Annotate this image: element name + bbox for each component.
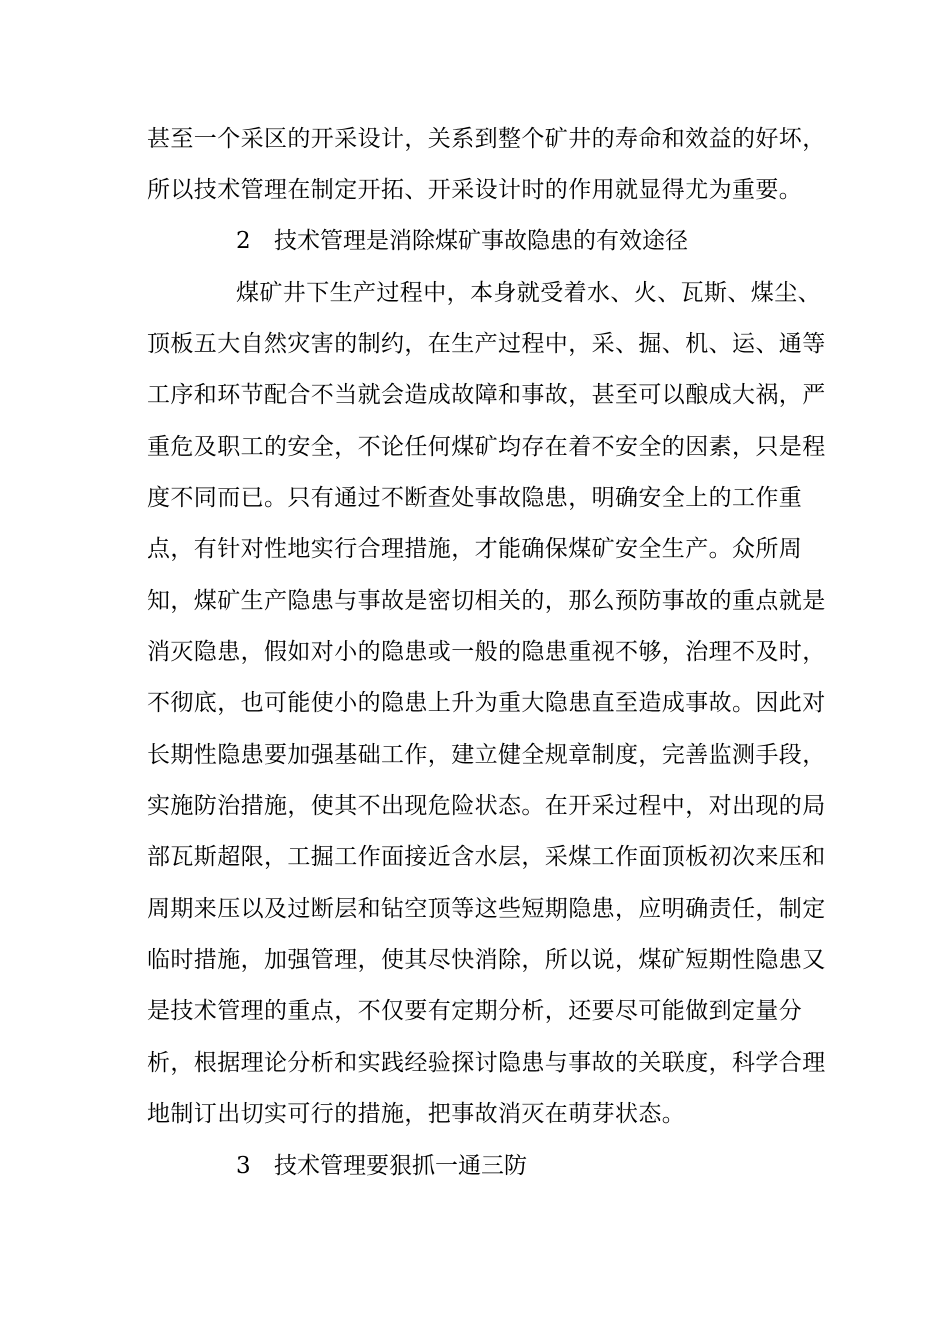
section-number: 2	[236, 228, 251, 254]
body-text-line: 工序和环节配合不当就会造成故障和事故，甚至可以酿成大祸，严	[147, 382, 826, 408]
section-number: 3	[236, 1153, 251, 1179]
body-text-line: 地制订出切实可行的措施，把事故消灭在萌芽状态。	[147, 1101, 686, 1127]
section-heading-2	[236, 226, 688, 256]
section-heading-3	[236, 1151, 527, 1181]
body-text-line: 煤矿井下生产过程中，本身就受着水、火、瓦斯、煤尘、	[236, 280, 821, 306]
body-text-line: 部瓦斯超限，工掘工作面接近含水层，采煤工作面顶板初次来压和	[147, 844, 826, 870]
body-text-line: 析，根据理论分析和实践经验探讨隐患与事故的关联度，科学合理	[147, 1050, 826, 1076]
body-text-line: 甚至一个采区的开采设计，关系到整个矿井的寿命和效益的好坏，	[147, 126, 826, 152]
body-text-line: 实施防治措施，使其不出现危险状态。在开采过程中，对出现的局	[147, 793, 826, 819]
body-text-line: 度不同而已。只有通过不断查处事故隐患，明确安全上的工作重	[147, 485, 803, 511]
section-title: 技术管理是消除煤矿事故隐患的有效途径	[274, 228, 688, 254]
body-text-line: 知，煤矿生产隐患与事故是密切相关的，那么预防事故的重点就是	[147, 588, 826, 614]
body-text-line: 点，有针对性地实行合理措施，才能确保煤矿安全生产。众所周	[147, 536, 803, 562]
section-title: 技术管理要狠抓一通三防	[274, 1153, 527, 1179]
body-text-line: 重危及职工的安全，不论任何煤矿均存在着不安全的因素，只是程	[147, 434, 826, 460]
body-text-line: 消灭隐患，假如对小的隐患或一般的隐患重视不够，治理不及时，	[147, 639, 826, 665]
body-text-line: 临时措施，加强管理，使其尽快消除，所以说，煤矿短期性隐患又	[147, 947, 826, 973]
body-text-line: 顶板五大自然灾害的制约，在生产过程中，采、掘、机、运、通等	[147, 331, 826, 357]
body-text-line: 长期性隐患要加强基础工作，建立健全规章制度，完善监测手段，	[147, 742, 826, 768]
body-text-line: 是技术管理的重点，不仅要有定期分析，还要尽可能做到定量分	[147, 998, 803, 1024]
body-text-line: 周期来压以及过断层和钻空顶等这些短期隐患，应明确责任，制定	[147, 896, 826, 922]
body-text-line: 不彻底，也可能使小的隐患上升为重大隐患直至造成事故。因此对	[147, 690, 826, 716]
body-text-line: 所以技术管理在制定开拓、开采设计时的作用就显得尤为重要。	[147, 177, 803, 203]
